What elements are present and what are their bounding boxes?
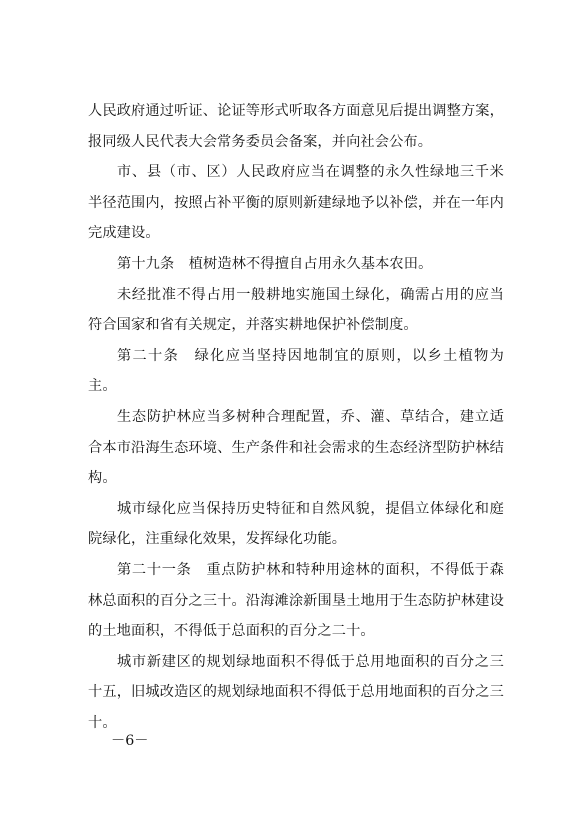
paragraph: 城市绿化应当保持历史特征和自然风貌，提倡立体绿化和庭院绿化，注重绿化效果，发挥绿化功能。 — [88, 500, 504, 548]
article-20: 第二十条 绿化应当坚持因地制宜的原则，以乡土植物为主。 — [88, 347, 504, 395]
article-19: 第十九条 植树造林不得擅自占用永久基本农田。 — [117, 255, 433, 272]
paragraph: 市、县（市、区）人民政府应当在调整的永久性绿地三千米半径范围内，按照占补平衡的原则新建绿地予以补偿，并在一年内完成建设。 — [88, 164, 504, 242]
page-number: －6－ — [111, 733, 149, 749]
body-text — [88, 96, 504, 738]
paragraph-continuation: 人民政府通过听证、论证等形式听取各方面意见后提出调整方案，报同级人民代表大会常务委员会备案，并向社会公布。 — [88, 103, 504, 150]
paragraph: 生态防护林应当多树种合理配置，乔、灌、草结合，建立适合本市沿海生态环境、生产条件和社会需求的生态经济型防护林结构。 — [88, 408, 504, 487]
paragraph: 城市新建区的规划绿地面积不得低于总用地面积的百分之三十五，旧城改造区的规划绿地面积不得低于总用地面积的百分之三十。 — [88, 653, 504, 731]
paragraph: 未经批准不得占用一般耕地实施国土绿化，确需占用的应当符合国家和省有关规定，并落实耕地保护补偿制度。 — [88, 286, 504, 334]
article-21: 第二十一条 重点防护林和特种用途林的面积，不得低于森林总面积的百分之三十。沿海滩涂新围垦土地用于生态防护林建设的土地面积，不得低于总面积的百分之二十。 — [88, 561, 504, 640]
